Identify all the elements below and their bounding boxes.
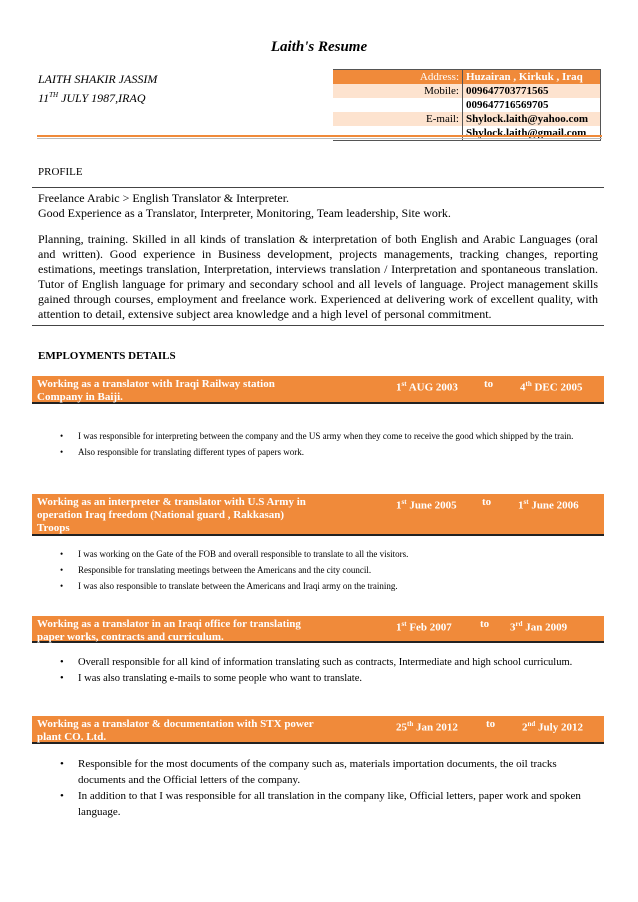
job-to-label: to bbox=[480, 618, 490, 630]
profile-line-2: Good Experience as a Translator, Interpreter, Monitoring, Team leadership, Site work. bbox=[38, 206, 451, 220]
address-label: Address: bbox=[333, 70, 463, 85]
job-title: Working as an interpreter & translator with U.S Army in operation Iraq freedom (National guard , Rakkasan) Troops bbox=[37, 496, 306, 534]
candidate-name-block bbox=[38, 71, 157, 106]
job-duties-list bbox=[60, 756, 598, 820]
contact-table bbox=[333, 69, 601, 141]
job-header bbox=[32, 376, 604, 404]
job-end-date: 3rd Jan 2009 bbox=[510, 620, 568, 634]
list-item: • I was also translating e-mails to some people who want to translate. bbox=[60, 671, 598, 687]
job-duties-list bbox=[60, 547, 598, 595]
job-end-date: 4th DEC 2005 bbox=[520, 380, 583, 394]
profile-line-1: Freelance Arabic > English Translator & Interpreter. bbox=[38, 191, 290, 205]
list-item: • I was also responsible to translate between the Americans and Iraqi army on the training. bbox=[60, 579, 598, 593]
candidate-name: LAITH SHAKIR JASSIM bbox=[38, 72, 158, 86]
list-item: • Overall responsible for all kind of information translating such as contracts, Intermediate and high school curriculum. bbox=[60, 655, 598, 671]
email-label: E-mail: bbox=[333, 112, 463, 126]
mobile-label: Mobile: bbox=[333, 84, 463, 98]
list-item: • I was responsible for interpreting between the company and the US army when they come to receive the good which shipped by the train. bbox=[60, 429, 598, 443]
profile-heading: PROFILE bbox=[38, 166, 83, 178]
job-duties-list bbox=[60, 429, 598, 461]
job-start-date: 1st Feb 2007 bbox=[396, 620, 452, 634]
job-to-label: to bbox=[484, 378, 494, 390]
list-item: • I was working on the Gate of the FOB and overall responsible to translate to all the visitors. bbox=[60, 547, 598, 561]
profile-rule-top bbox=[32, 187, 604, 188]
job-end-date: 2nd July 2012 bbox=[522, 720, 583, 734]
email-value-1[interactable]: Shylock.laith@yahoo.com bbox=[463, 112, 601, 126]
date-of-birth: 11TH JULY 1987,IRAQ bbox=[38, 91, 146, 105]
job-duties-list bbox=[60, 655, 598, 687]
list-item: • Also responsible for translating different types of papers work. bbox=[60, 445, 598, 459]
job-start-date: 1st AUG 2003 bbox=[396, 380, 458, 394]
job-title: Working as a translator & documentation with STX power plant CO. Ltd. bbox=[37, 718, 314, 743]
job-end-date: 1st June 2006 bbox=[518, 498, 579, 512]
email-value-2[interactable]: Shylock.laith@gmail.com bbox=[463, 126, 601, 141]
job-title: Working as a translator in an Iraqi office for translating paper works, contracts and curriculum. bbox=[37, 618, 301, 643]
job-to-label: to bbox=[486, 718, 496, 730]
job-to-label: to bbox=[482, 496, 492, 508]
list-item: • In addition to that I was responsible for all translation in the company like, Official letters, paper work and spoken language. bbox=[60, 788, 598, 820]
header-divider bbox=[37, 135, 602, 137]
list-item: • Responsible for translating meetings between the Americans and the city council. bbox=[60, 563, 598, 577]
job-header bbox=[32, 494, 604, 536]
mobile-value-1: 009647703771565 bbox=[463, 84, 601, 98]
page-title: Laith's Resume bbox=[270, 39, 368, 55]
address-value: Huzairan , Kirkuk , Iraq bbox=[463, 70, 601, 85]
profile-paragraph: Planning, training. Skilled in all kinds of translation & interpretation of both English and Arabic Languages (oral and written). Good experience in Business development, projects managements, tracking changes, reporting estimations, meetings translation, Interpretation, interviews translation / Interpretation and spontaneous translation. Tutor of English language for primary and secondary school and all levels of language. Project management skills gained through courses, employment and freelance work. Experienced at delivering work of excellent quality, with attention to detail, extensive subject area knowledge and a high level of personal commitment. bbox=[38, 232, 598, 321]
job-start-date: 1st June 2005 bbox=[396, 498, 457, 512]
header-divider-thin bbox=[37, 138, 602, 139]
mobile-value-2: 009647716569705 bbox=[463, 98, 601, 112]
employment-heading: EMPLOYMENTS DETAILS bbox=[38, 350, 176, 362]
list-item: • Responsible for the most documents of the company such as, materials importation documents, the oil tracks documents and the Official letters of the company. bbox=[60, 756, 598, 788]
blank-label bbox=[333, 98, 463, 112]
job-title: Working as a translator with Iraqi Railway station Company in Baiji. bbox=[37, 378, 275, 403]
profile-rule-bottom bbox=[32, 325, 604, 326]
job-header bbox=[32, 716, 604, 744]
job-header bbox=[32, 616, 604, 643]
job-start-date: 25th Jan 2012 bbox=[396, 720, 458, 734]
